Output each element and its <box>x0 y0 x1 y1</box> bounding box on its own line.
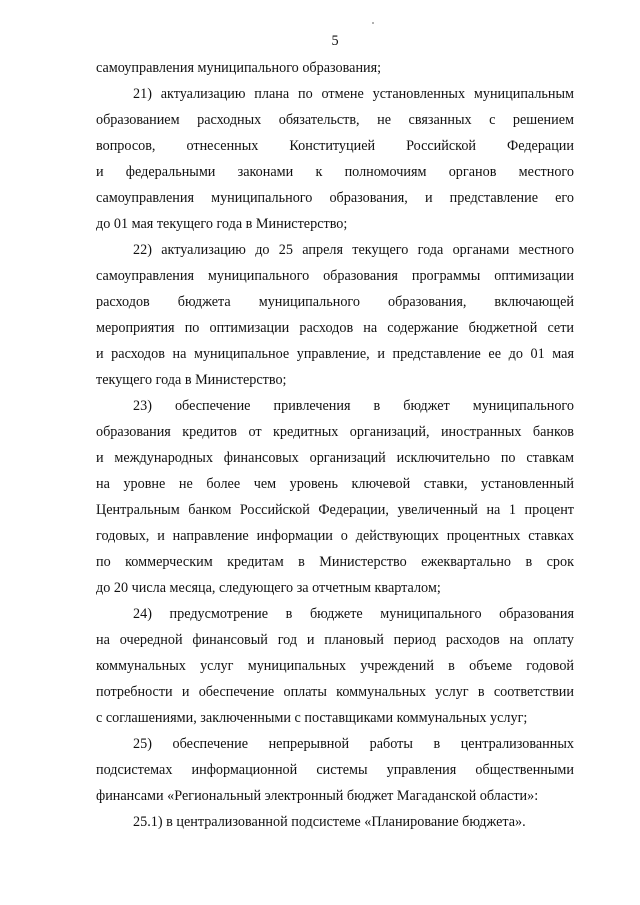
text-line: потребности и обеспечение оплаты коммунальных услуг в соответствии <box>96 684 574 700</box>
text-line: и федеральными законами к полномочиям органов местного <box>96 164 574 180</box>
text-line: 25) обеспечение непрерывной работы в централизованных <box>133 736 574 752</box>
text-line: годовых, и направление информации о действующих процентных ставках <box>96 528 574 544</box>
text-line: на уровне не более чем уровень ключевой ставки, установленный <box>96 476 574 492</box>
text-line: образования кредитов от кредитных организаций, иностранных банков <box>96 424 574 440</box>
text-line: 22) актуализацию до 25 апреля текущего года органами местного <box>133 242 574 258</box>
text-line: по коммерческим кредитам в Министерство ежеквартально в срок <box>96 554 574 570</box>
text-line: вопросов, отнесенных Конституцией Российской Федерации <box>96 138 574 154</box>
text-line: 25.1) в централизованной подсистеме «Планирование бюджета». <box>133 814 526 830</box>
document-page <box>96 30 574 835</box>
text-line: 24) предусмотрение в бюджете муниципального образования <box>133 606 574 622</box>
text-line: образованием расходных обязательств, не связанных с решением <box>96 112 574 128</box>
text-line: Центральным банком Российской Федерации, увеличенный на 1 процент <box>96 502 574 518</box>
text-line: самоуправления муниципального образования; <box>96 60 382 76</box>
document-body <box>96 55 574 835</box>
scan-speck <box>372 22 374 24</box>
text-line: финансами «Региональный электронный бюджет Магаданской области»: <box>96 788 539 804</box>
text-line: до 01 мая текущего года в Министерство; <box>96 216 348 232</box>
text-line: коммунальных услуг муниципальных учреждений в объеме годовой <box>96 658 574 674</box>
text-line: самоуправления муниципального образования программы оптимизации <box>96 268 574 284</box>
text-line: и международных финансовых организаций исключительно по ставкам <box>96 450 574 466</box>
text-line: 23) обеспечение привлечения в бюджет муниципального <box>133 398 574 414</box>
page-number: 5 <box>331 33 339 49</box>
text-line: мероприятия по оптимизации расходов на содержание бюджетной сети <box>96 320 574 336</box>
text-line: с соглашениями, заключенными с поставщиками коммунальных услуг; <box>96 710 528 726</box>
text-line: самоуправления муниципального образования, и представление его <box>96 190 574 206</box>
text-line: расходов бюджета муниципального образования, включающей <box>96 294 574 310</box>
text-line: 21) актуализацию плана по отмене установленных муниципальным <box>133 86 574 102</box>
text-line: до 20 числа месяца, следующего за отчетным кварталом; <box>96 580 441 596</box>
text-line: подсистемах информационной системы управления общественными <box>96 762 574 778</box>
text-line: и расходов на муниципальное управление, и представление ее до 01 мая <box>96 346 574 362</box>
text-line: на очередной финансовый год и плановый период расходов на оплату <box>96 632 574 648</box>
text-line: текущего года в Министерство; <box>96 372 287 388</box>
